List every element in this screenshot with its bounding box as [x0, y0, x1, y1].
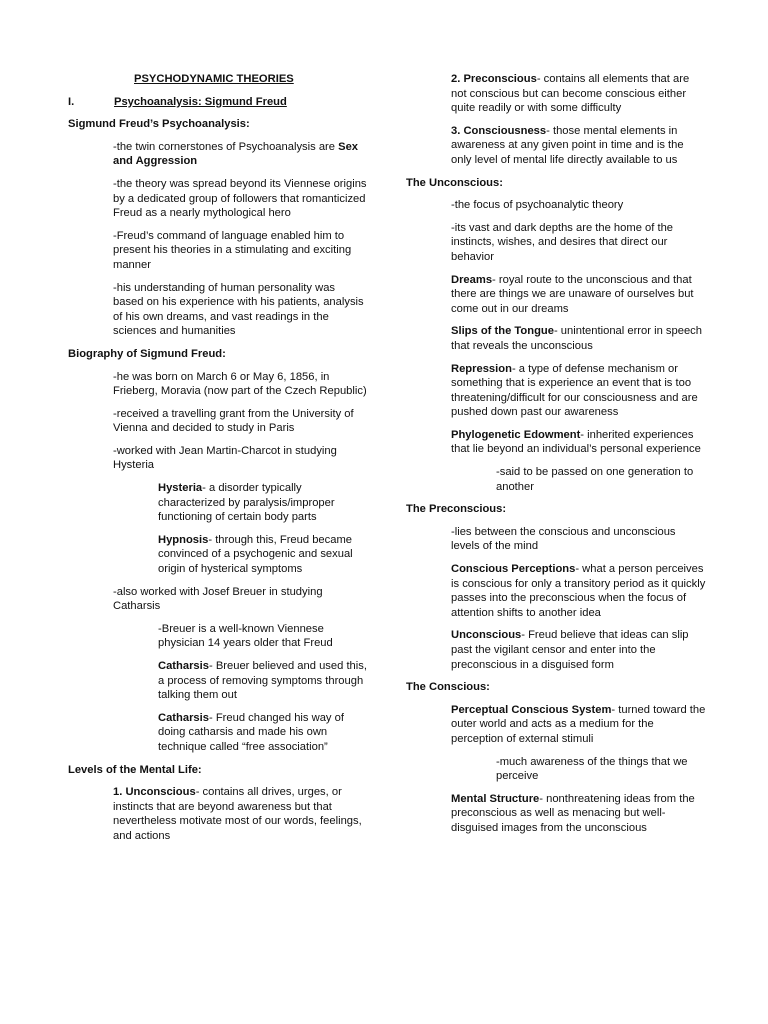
- paragraph-text: -Breuer is a well-known Viennese physician 14 years older that Freud: [158, 622, 333, 650]
- paragraph-text: - unintentional error in speech that reveals the unconscious: [451, 325, 702, 352]
- paragraph-term: Hysteria: [158, 482, 203, 495]
- section-subheading: The Unconscious:: [406, 176, 503, 189]
- paragraph-text: -worked with Jean Martin-Charcot in studying Hysteria: [113, 444, 337, 472]
- paragraph-text: - inherited experiences that lie beyond an individual’s personal experience: [451, 428, 701, 456]
- paragraph: [113, 177, 368, 221]
- section-heading: [68, 95, 368, 110]
- paragraph-text: -much awareness of the things that we perceive: [496, 755, 688, 783]
- paragraph-text: - turned toward the outer world and acts as a medium for the perception of external stimuli: [451, 703, 706, 745]
- paragraph: [451, 525, 706, 554]
- section-subheading: The Conscious:: [406, 681, 490, 694]
- left-body: [68, 117, 368, 843]
- paragraph-text: - contains all drives, urges, or instincts that are beyond awareness but that nevertheless motivate most of our words, feelings, and actions: [113, 786, 362, 842]
- paragraph-text: - royal route to the unconscious and that there are things we are unaware of ourselves but come out in our dreams: [451, 273, 694, 315]
- paragraph: [451, 428, 706, 457]
- paragraph: [113, 444, 368, 473]
- paragraph-text: -the theory was spread beyond its Viennese origins by a dedicated group of followers that romanticized Freud as a nearly mythological hero: [113, 177, 367, 220]
- paragraph-term: Slips of the Tongue: [451, 325, 554, 338]
- paragraph: [158, 622, 368, 651]
- paragraph-text: -his understanding of human personality was based on his experience with his patients, analysis of his own dreams, and vast readings in the sciences and humanities: [113, 281, 364, 338]
- paragraph-term: Conscious Perceptions: [451, 563, 576, 576]
- paragraph: [113, 407, 368, 436]
- paragraph-term: Mental Structure: [451, 792, 540, 805]
- paragraph-text: - a type of defense mechanism or something that is experience an event that is too threatening/difficult for our consciousness and are pushed down past our awareness: [451, 362, 698, 419]
- paragraph: [113, 585, 368, 614]
- paragraph-text: -he was born on March 6 or May 6, 1856, in Frieberg, Moravia (now part of the Czech Republic): [113, 370, 367, 398]
- paragraph: [496, 755, 706, 784]
- paragraph-term: Unconscious: [451, 629, 522, 642]
- paragraph-text: -the twin cornerstones of Psychoanalysis are: [113, 140, 339, 153]
- paragraph: [113, 281, 368, 339]
- paragraph-term: Repression: [451, 362, 512, 375]
- paragraph-term: Sex and Aggression: [113, 140, 359, 168]
- paragraph-term: Phylogenetic Edowment: [451, 428, 581, 441]
- paragraph: [451, 362, 706, 420]
- section-number: I.: [68, 95, 75, 108]
- left-column: [68, 72, 368, 852]
- paragraph: [451, 562, 706, 620]
- paragraph: [496, 465, 706, 494]
- right-column: [406, 72, 706, 844]
- paragraph-term: 3. Consciousness: [451, 124, 547, 137]
- right-body: [406, 72, 706, 836]
- page-title: PSYCHODYNAMIC THEORIES: [134, 73, 294, 85]
- paragraph: [451, 273, 706, 317]
- paragraph-term: Catharsis: [158, 711, 209, 724]
- paragraph-text: - contains all elements that are not conscious but can become conscious either quite readily or with some difficulty: [451, 73, 690, 115]
- paragraph-text: - nonthreatening ideas from the preconscious as well as menacing but well-disguised images from the unconscious: [451, 792, 695, 834]
- paragraph: [158, 711, 368, 755]
- paragraph: [158, 659, 368, 703]
- paragraph: [113, 785, 368, 843]
- paragraph-text: -its vast and dark depths are the home of the instincts, wishes, and desires that direct our behavior: [451, 221, 674, 263]
- paragraph-text: - what a person perceives is conscious for only a transitory period as it quickly passes into the preconscious when the focus of attention shifts to another idea: [451, 563, 706, 619]
- paragraph-text: -the focus of psychoanalytic theory: [451, 199, 624, 212]
- paragraph-text: -said to be passed on one generation to another: [496, 466, 694, 493]
- section-subheading: Levels of the Mental Life:: [68, 763, 202, 776]
- paragraph-text: - Freud believe that ideas can slip past the vigilant censor and enter into the preconscious in a disguised form: [451, 629, 689, 671]
- paragraph: [113, 229, 368, 273]
- paragraph: [113, 140, 368, 169]
- paragraph-text: - Freud changed his way of doing catharsis and made his own technique called “free association”: [158, 711, 344, 753]
- paragraph-text: - through this, Freud became convinced of a psychogenic and sexual origin of hysterical symptoms: [158, 533, 353, 576]
- paragraph-term: 2. Preconscious: [451, 73, 537, 85]
- paragraph-term: Dreams: [451, 273, 493, 286]
- paragraph: [451, 792, 706, 836]
- paragraph-text: -Freud’s command of language enabled him to present his theories in a stimulating and exciting manner: [113, 229, 352, 271]
- paragraph-text: -also worked with Josef Breuer in studying Catharsis: [113, 585, 323, 613]
- paragraph-text: - a disorder typically characterized by paralysis/improper functioning of certain body parts: [158, 482, 335, 524]
- paragraph: [158, 481, 368, 525]
- paragraph-text: -lies between the conscious and unconscious levels of the mind: [451, 525, 676, 553]
- section-subheading: Biography of Sigmund Freud:: [68, 347, 226, 360]
- paragraph: [451, 198, 706, 213]
- paragraph-term: Catharsis: [158, 660, 209, 672]
- paragraph: [451, 221, 706, 265]
- paragraph: [451, 72, 706, 116]
- paragraph: [113, 370, 368, 399]
- paragraph: [451, 628, 706, 672]
- paragraph-text: - Breuer believed and used this, a process of removing symptoms through talking them out: [158, 660, 367, 702]
- section-subheading: Sigmund Freud’s Psychoanalysis:: [68, 118, 250, 131]
- paragraph: [451, 324, 706, 353]
- paragraph-text: -received a travelling grant from the University of Vienna and decided to study in Paris: [113, 407, 354, 435]
- paragraph-text: - those mental elements in awareness at any given point in time and is the only level of mental life directly available to us: [451, 124, 684, 166]
- section-subheading: The Preconscious:: [406, 503, 507, 516]
- paragraph-term: Hypnosis: [158, 533, 209, 546]
- paragraph-term: Perceptual Conscious System: [451, 703, 612, 716]
- paragraph: [451, 124, 706, 168]
- paragraph-term: 1. Unconscious: [113, 786, 196, 799]
- paragraph: [451, 703, 706, 747]
- section-label: Psychoanalysis: Sigmund Freud: [114, 95, 287, 108]
- paragraph: [158, 533, 368, 577]
